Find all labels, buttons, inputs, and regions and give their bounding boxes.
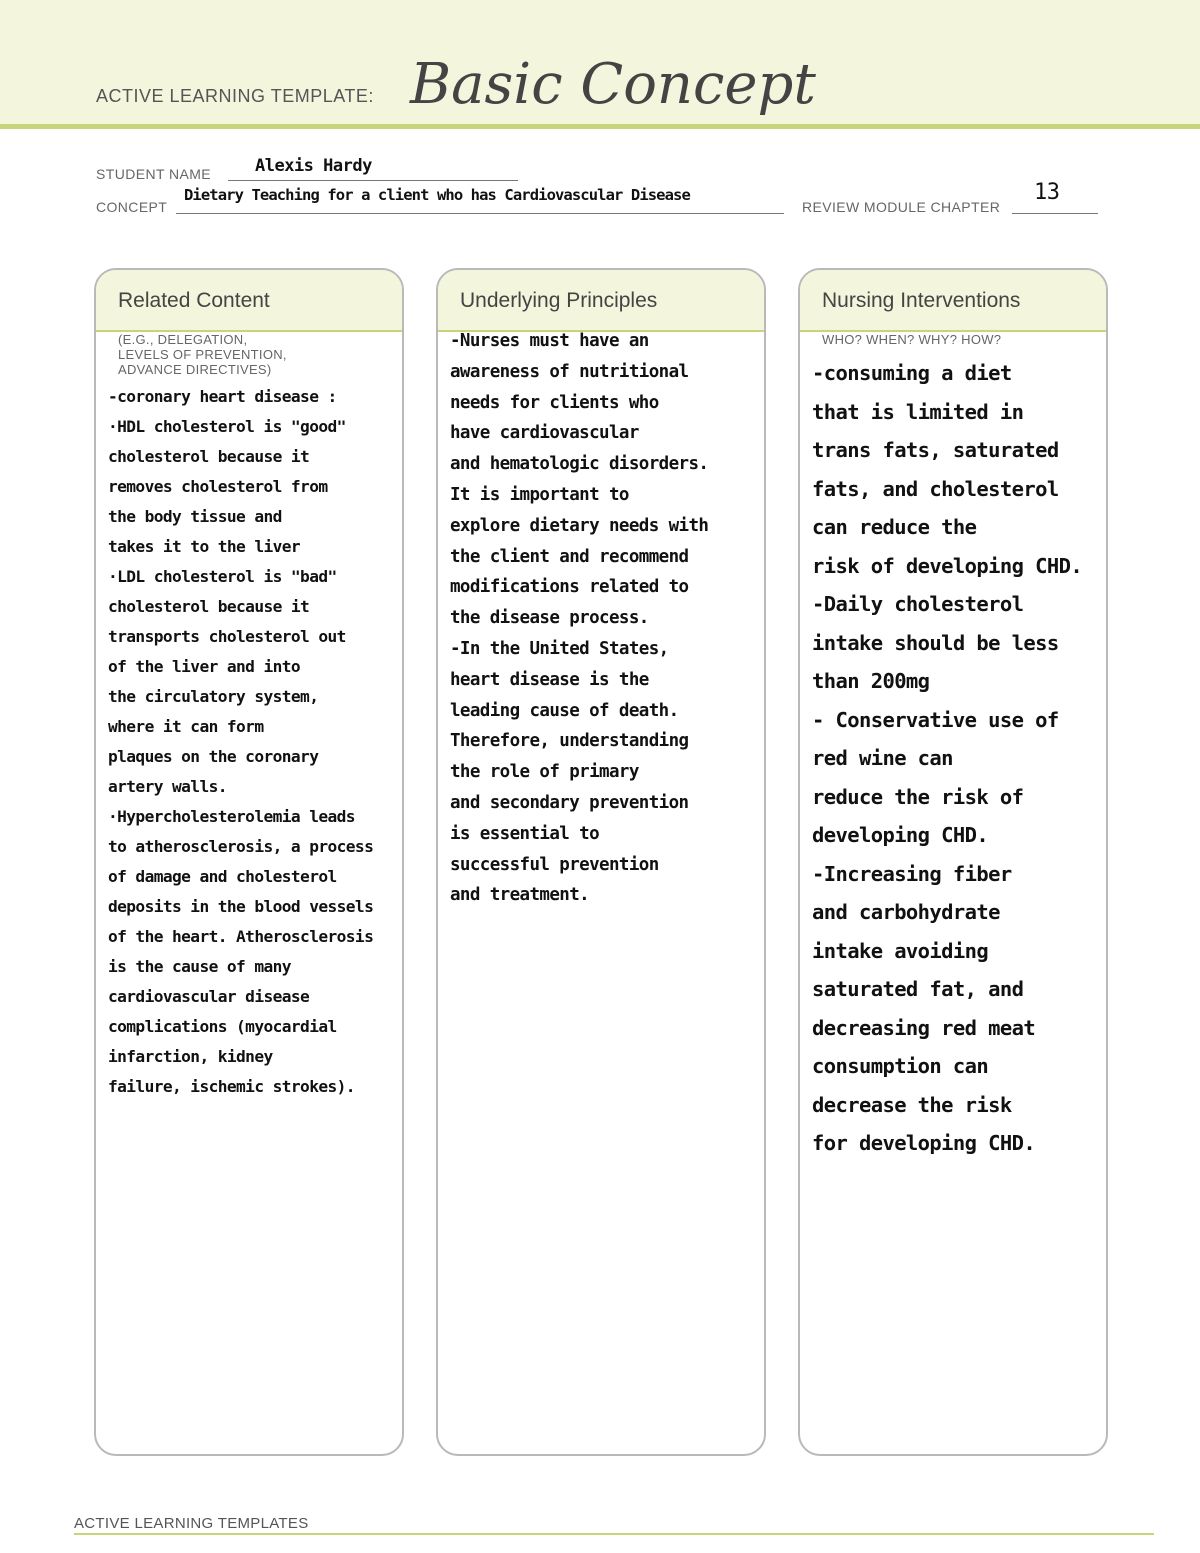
nursing-interventions-line: and carbohydrate (812, 900, 1000, 924)
nursing-interventions-line: -consuming a diet (812, 361, 1012, 385)
nursing-interventions-line: reduce the risk of (812, 784, 1024, 809)
underlying-principles-panel (436, 268, 766, 1456)
underlying-principles-line: successful prevention (450, 854, 659, 875)
nursing-interventions-line: -Daily cholesterol (812, 592, 1024, 616)
nursing-interventions-line: -Increasing fiber (812, 861, 1012, 886)
chapter-line (1012, 213, 1098, 214)
hint-line: ADVANCE DIRECTIVES) (118, 362, 272, 377)
underlying-principles-line: is essential to (450, 823, 600, 844)
underlying-principles-line: heart disease is the (450, 669, 649, 690)
header-rule (0, 124, 1200, 129)
related-content-line: ·LDL cholesterol is "bad" (108, 567, 337, 586)
related-content-line: ·HDL cholesterol is "good" (108, 417, 346, 436)
hint-line: LEVELS OF PREVENTION, (118, 347, 287, 362)
template-title: Basic Concept (410, 52, 816, 117)
underlying-principles-line: awareness of nutritional (450, 361, 689, 382)
nursing-interventions-text[interactable] (812, 354, 1100, 1163)
nursing-interventions-line: intake should be less (812, 630, 1059, 655)
underlying-principles-line: -In the United States, (450, 638, 669, 659)
related-content-line: deposits in the blood vessels (108, 897, 374, 916)
nursing-interventions-hint (822, 332, 1001, 347)
underlying-principles-line: the role of primary (450, 762, 639, 783)
nursing-interventions-line: risk of developing CHD. (812, 553, 1083, 578)
related-content-line: takes it to the liver (108, 537, 301, 556)
related-content-line: of the liver and into (108, 657, 301, 676)
nursing-interventions-title: Nursing Interventions (822, 289, 1021, 312)
related-content-text[interactable] (108, 382, 396, 1102)
underlying-principles-line: the client and recommend (450, 546, 689, 567)
nursing-interventions-line: - Conservative use of (812, 707, 1059, 732)
nursing-interventions-line: trans fats, saturated (812, 438, 1059, 462)
related-content-line: to atherosclerosis, a process (108, 837, 374, 856)
related-content-line: complications (myocardial (108, 1017, 337, 1036)
chapter-label: REVIEW MODULE CHAPTER (802, 199, 1001, 215)
hint-line: WHO? WHEN? WHY? HOW? (822, 332, 1002, 347)
nursing-interventions-line: decrease the risk (812, 1092, 1012, 1117)
underlying-principles-line: -Nurses must have an (450, 331, 649, 351)
footer-label: ACTIVE LEARNING TEMPLATES (74, 1515, 309, 1532)
related-content-line: cholesterol because it (108, 597, 310, 616)
underlying-principles-line: Therefore, understanding (450, 731, 689, 752)
related-content-line: transports cholesterol out (108, 627, 346, 646)
footer-rule (74, 1533, 1154, 1535)
related-content-title: Related Content (118, 289, 270, 312)
related-content-line: is the cause of many (108, 957, 291, 976)
nursing-interventions-line: decreasing red meat (812, 1015, 1036, 1040)
related-content-line: cardiovascular disease (108, 987, 310, 1006)
nursing-interventions-line: can reduce the (812, 515, 977, 539)
related-content-line: -coronary heart disease : (108, 387, 337, 406)
underlying-principles-line: It is important to (450, 484, 629, 505)
nursing-interventions-line: red wine can (812, 746, 953, 770)
related-content-hint (118, 332, 287, 377)
underlying-principles-header (438, 270, 764, 332)
hint-line: (E.G., DELEGATION, (118, 332, 248, 347)
underlying-principles-line: and secondary prevention (450, 792, 689, 813)
nursing-interventions-panel (798, 268, 1108, 1456)
nursing-interventions-header (800, 270, 1106, 332)
related-content-line: plaques on the coronary (108, 747, 319, 766)
related-content-panel (94, 268, 404, 1456)
template-label: ACTIVE LEARNING TEMPLATE: (96, 86, 374, 106)
related-content-line: artery walls. (108, 777, 227, 796)
related-content-line: cholesterol because it (108, 447, 310, 466)
underlying-principles-line: the disease process. (450, 608, 649, 629)
underlying-principles-line: needs for clients who (450, 392, 659, 413)
nursing-interventions-line: that is limited in (812, 399, 1024, 424)
underlying-principles-text[interactable] (450, 326, 758, 911)
concept-value[interactable]: Dietary Teaching for a client who has Cardiovascular Disease (184, 186, 690, 204)
nursing-interventions-line: consumption can (812, 1054, 989, 1078)
related-content-header (96, 270, 402, 332)
concept-label: CONCEPT (96, 199, 168, 215)
related-content-line: the body tissue and (108, 507, 282, 526)
student-name-label: STUDENT NAME (96, 166, 211, 182)
student-name-value[interactable]: Alexis Hardy (255, 156, 372, 176)
underlying-principles-line: explore dietary needs with (450, 515, 709, 536)
related-content-line: the circulatory system, (108, 687, 319, 706)
chapter-value[interactable]: 13 (1034, 180, 1060, 205)
nursing-interventions-line: intake avoiding (812, 938, 989, 963)
related-content-line: infarction, kidney (108, 1047, 273, 1066)
related-content-line: where it can form (108, 717, 264, 736)
concept-line (176, 213, 784, 214)
related-content-line: ·Hypercholesterolemia leads (108, 807, 355, 826)
nursing-interventions-line: for developing CHD. (812, 1131, 1036, 1155)
related-content-line: of the heart. Atherosclerosis (108, 927, 374, 946)
nursing-interventions-line: than 200mg (812, 669, 930, 693)
related-content-line: of damage and cholesterol (108, 867, 337, 886)
underlying-principles-line: and hematologic disorders. (450, 454, 709, 475)
underlying-principles-line: have cardiovascular (450, 423, 639, 444)
related-content-line: removes cholesterol from (108, 477, 328, 496)
underlying-principles-line: and treatment. (450, 885, 590, 906)
student-name-line (228, 180, 518, 181)
nursing-interventions-line: developing CHD. (812, 823, 989, 847)
related-content-line: failure, ischemic strokes). (108, 1077, 355, 1096)
underlying-principles-line: modifications related to (450, 577, 689, 598)
nursing-interventions-line: saturated fat, and (812, 977, 1024, 1001)
underlying-principles-line: leading cause of death. (450, 700, 679, 721)
underlying-principles-title: Underlying Principles (460, 289, 658, 312)
nursing-interventions-line: fats, and cholesterol (812, 476, 1059, 501)
